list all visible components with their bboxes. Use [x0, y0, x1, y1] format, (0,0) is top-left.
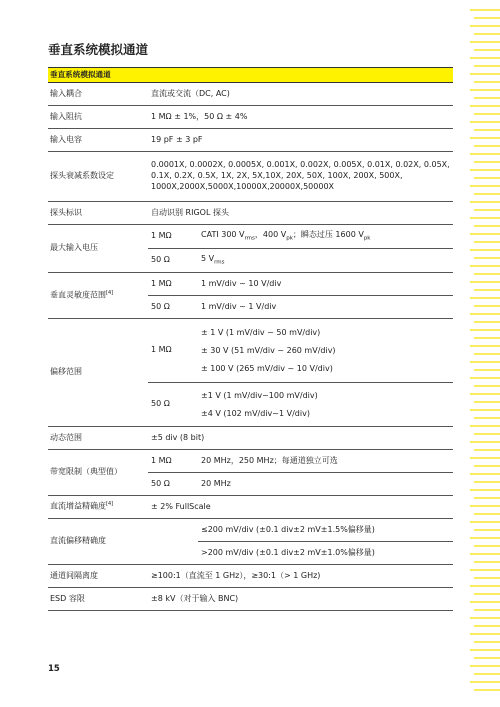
table-row: [48, 588, 453, 611]
row-label: 带宽限制（典型值）: [48, 450, 148, 496]
spacer-cell: [148, 542, 198, 565]
row-label: 输入电容: [48, 129, 148, 152]
row-value: 19 pF ± 3 pF: [148, 129, 453, 152]
row-label: 输入耦合: [48, 83, 148, 106]
row-value: ≥100:1（直流至 1 GHz），≥30:1（> 1 GHz): [148, 565, 453, 588]
impedance-cell: 1 MΩ: [148, 273, 198, 296]
impedance-cell: 50 Ω: [148, 473, 198, 496]
table-row: [48, 565, 453, 588]
row-label: 动态范围: [48, 427, 148, 450]
row-value: 0.0001X, 0.0002X, 0.0005X, 0.001X, 0.002X, 0.005X, 0.01X, 0.02X, 0.05X, 0.1X, 0.2X, 0.5X, 1X, 2X, 5X,10X, 20X, 50X, 100X, 200X, 500X, 1000X,2000X,5000X,10000X,20000X,50000X: [148, 152, 453, 202]
row-value: ± 1 V (1 mV/div ~ 50 mV/div) ± 30 V (51 mV/div ~ 260 mV/div) ± 100 V (265 mV/div ~ 10 V/div): [198, 319, 453, 383]
row-value: 1 MΩ ± 1%，50 Ω ± 4%: [148, 106, 453, 129]
impedance-cell: 50 Ω: [148, 383, 198, 427]
table-row: [48, 225, 453, 249]
table-header-row: [48, 68, 453, 83]
table-header: 垂直系统模拟通道: [48, 68, 453, 83]
row-label: 探头衰减系数设定: [48, 152, 148, 202]
row-value: ±5 div (8 bit): [148, 427, 453, 450]
row-label: 直流偏移精确度: [48, 519, 148, 565]
table-row: [48, 106, 453, 129]
impedance-cell: 1 MΩ: [148, 319, 198, 383]
row-value: 自动识别 RIGOL 探头: [148, 202, 453, 225]
row-label: ESD 容限: [48, 588, 148, 611]
page-number: 15: [48, 664, 60, 674]
table-row: [48, 83, 453, 106]
table-row: [48, 273, 453, 296]
row-value: 5 $V_{rms}$: [198, 249, 453, 273]
row-label: 直流增益精确度[4]: [48, 496, 148, 519]
row-value: >200 mV/div (±0.1 div±2 mV±1.0%偏移量): [198, 542, 453, 565]
table-row: [48, 450, 453, 473]
impedance-cell: 1 MΩ: [148, 450, 198, 473]
row-label: 垂直灵敏度范围[4]: [48, 273, 148, 319]
impedance-cell: 50 Ω: [148, 249, 198, 273]
table-row: [48, 519, 453, 542]
row-value: 1 mV/div ~ 10 V/div: [198, 273, 453, 296]
table-row: [48, 152, 453, 202]
table-row: [48, 129, 453, 152]
row-value: 1 mV/div ~ 1 V/div: [198, 296, 453, 319]
row-value: ±8 kV（对于输入 BNC): [148, 588, 453, 611]
impedance-cell: 1 MΩ: [148, 225, 198, 249]
spacer-cell: [148, 519, 198, 542]
decorative-stripes: [466, 8, 500, 698]
row-value: ±1 V (1 mV/div~100 mV/div) ±4 V (102 mV/div~1 V/div): [198, 383, 453, 427]
row-value: 直流或交流（DC, AC): [148, 83, 453, 106]
row-label: 输入阻抗: [48, 106, 148, 129]
row-label: 通道间隔离度: [48, 565, 148, 588]
row-value: ≤200 mV/div (±0.1 div±2 mV±1.5%偏移量): [198, 519, 453, 542]
table-row: [48, 496, 453, 519]
table-row: [48, 202, 453, 225]
table-row: [48, 427, 453, 450]
row-value: 20 MHz: [198, 473, 453, 496]
row-label: 最大输入电压: [48, 225, 148, 273]
impedance-cell: 50 Ω: [148, 296, 198, 319]
row-label: 探头标识: [48, 202, 148, 225]
page-title: 垂直系统模拟通道: [48, 42, 149, 57]
row-label: 偏移范围: [48, 319, 148, 427]
spec-table: [48, 67, 453, 611]
row-value: CATI 300 $V_{rms}$，400 $V_{pk}$；瞬态过压 1600 $V_{pk}$: [198, 225, 453, 249]
table-row: [48, 319, 453, 383]
row-value: 20 MHz，250 MHz；每通道独立可选: [198, 450, 453, 473]
row-value: ± 2% FullScale: [148, 496, 453, 519]
